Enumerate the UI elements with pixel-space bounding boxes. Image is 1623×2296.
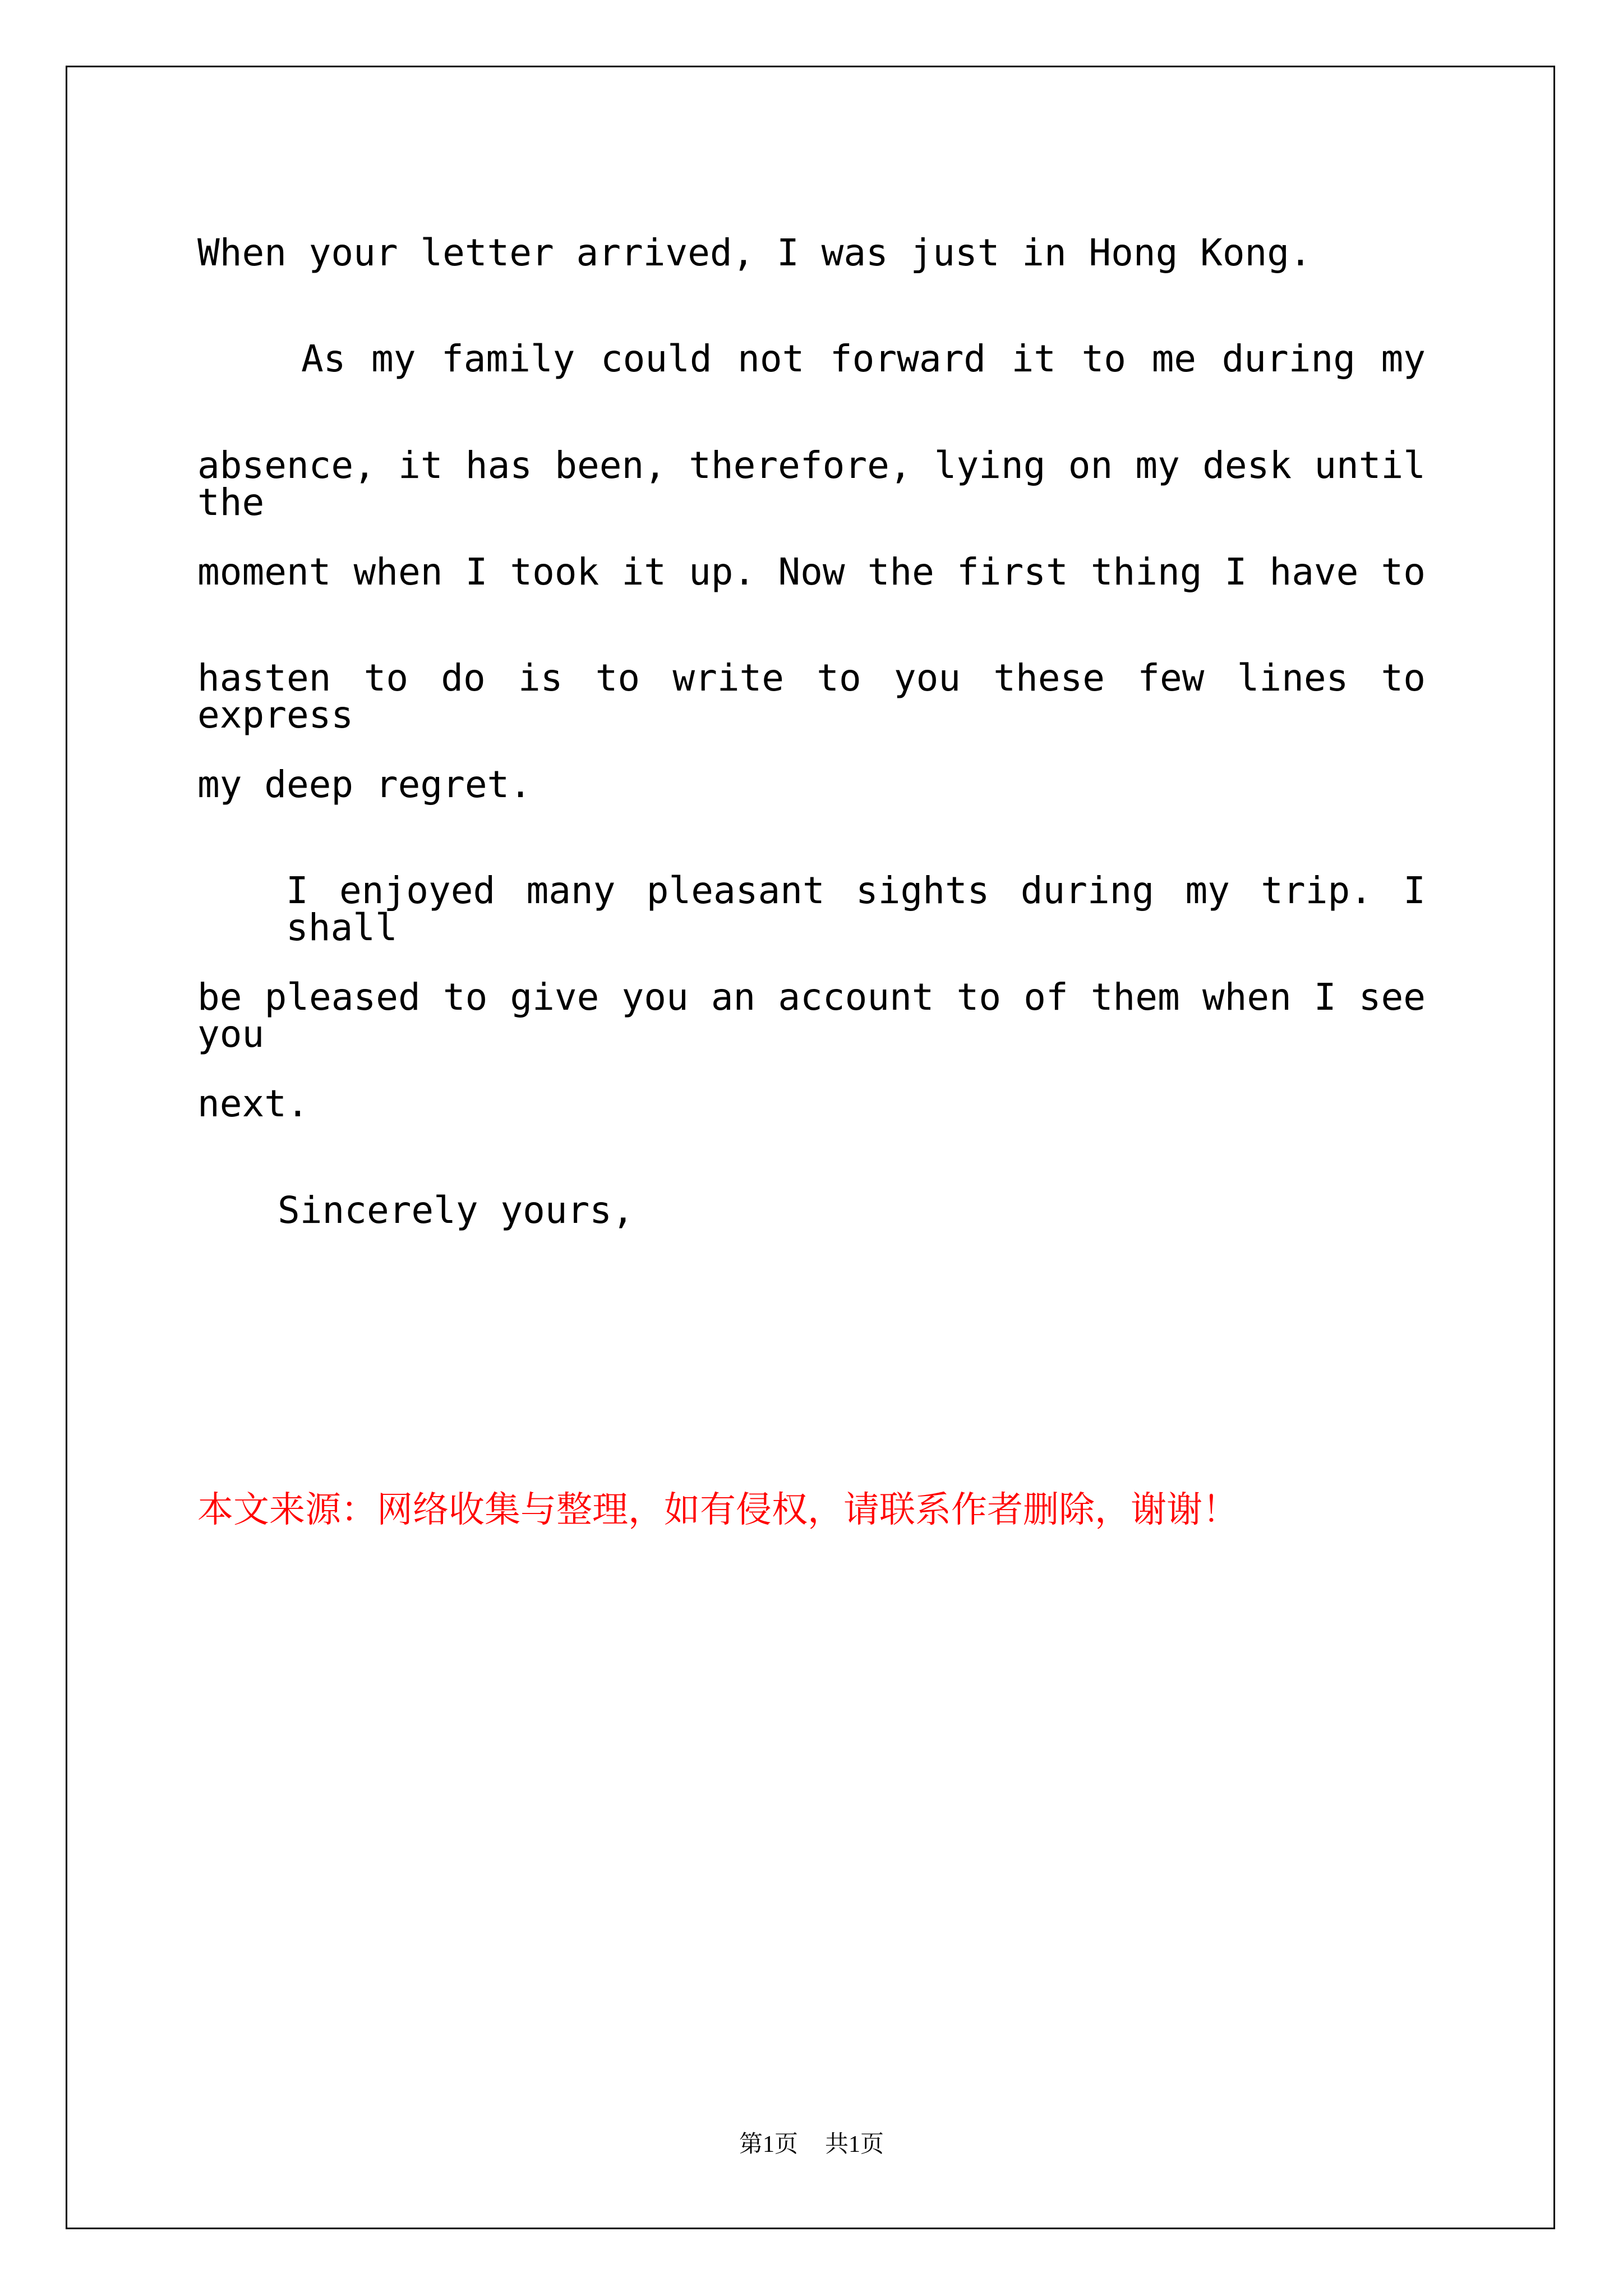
page-border [66,66,1555,2229]
copyright-notice: 本文来源：网络收集与整理，如有侵权，请联系作者删除，谢谢！ [197,1489,1238,1531]
text-line: my deep regret. [197,763,532,806]
text-line: As my family could not forward it to me during my [301,337,1426,380]
text-line: I enjoyed many pleasant sights during my trip. I shall [286,869,1426,949]
text-line: moment when I took it up. Now the first thing I have to [197,550,1426,593]
text-line: hasten to do is to write to you these few lines to express [197,656,1426,737]
text-line: When your letter arrived, I was just in Hong Kong. [197,231,1312,274]
page-total: 共1页 [825,2132,884,2157]
page-number: 第1页 [739,2132,798,2157]
closing: Sincerely yours, [278,1189,634,1232]
text-line: absence, it has been, therefore, lying on my desk until the [197,444,1426,524]
text-line: be pleased to give you an account to of them when I see you [197,976,1426,1056]
text-line: next. [197,1082,309,1125]
page-footer [0,2133,1623,2156]
